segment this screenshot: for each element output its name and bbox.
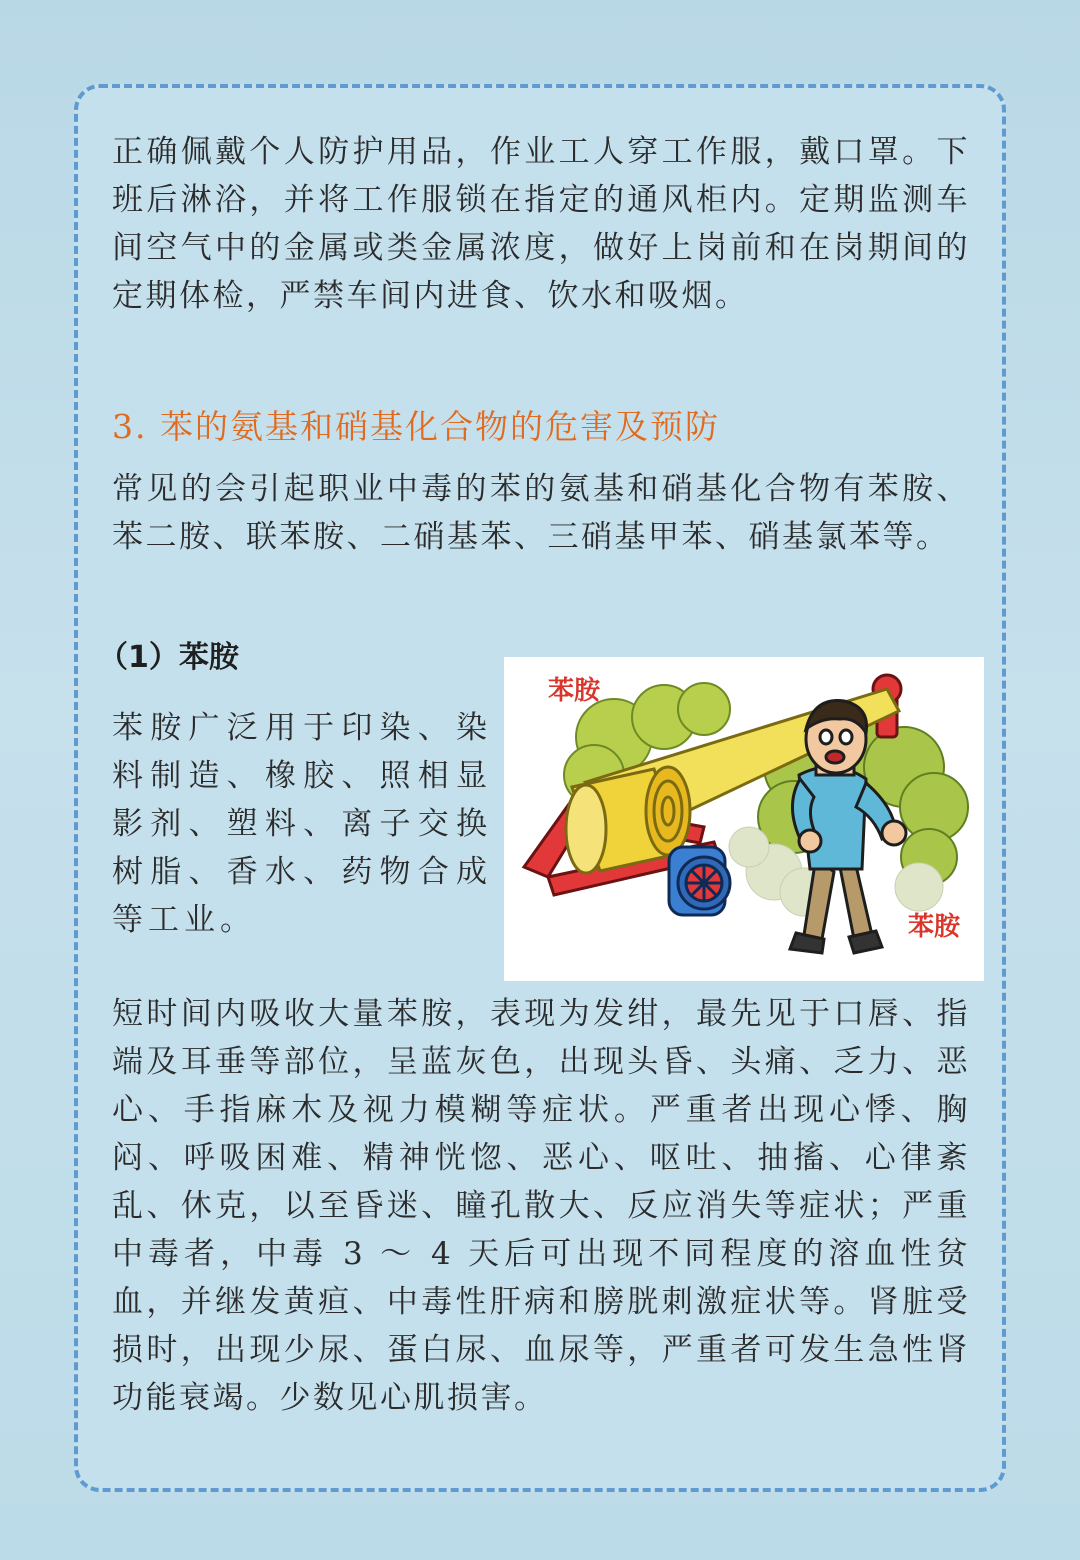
subsection-heading: （1）苯胺 xyxy=(98,640,239,675)
aniline-illustration xyxy=(504,657,984,981)
aniline-cartoon-image xyxy=(504,657,984,981)
section-heading: 3. 苯的氨基和硝基化合物的危害及预防 xyxy=(112,407,720,446)
overview-paragraph: 常见的会引起职业中毒的苯的氨基和硝基化合物有苯胺、苯二胺、联苯胺、二硝基苯、三硝基甲苯、硝基氯苯等。 xyxy=(112,471,970,555)
intro-paragraph: 正确佩戴个人防护用品，作业工人穿工作服，戴口罩。下班后淋浴，并将工作服锁在指定的通风柜内。定期监测车间空气中的金属或类金属浓度，做好上岗前和在岗期间的定期体检，严禁车间内进食、饮水和吸烟。 xyxy=(112,134,970,314)
aniline-uses-paragraph: 苯胺广泛用于印染、染料制造、橡胶、照相显影剂、塑料、离子交换树脂、香水、药物合成等工业。 xyxy=(112,710,492,938)
illustration-label-top: 苯胺 xyxy=(548,676,601,706)
illustration-label-bottom: 苯胺 xyxy=(908,912,961,942)
aniline-symptoms-paragraph: 短时间内吸收大量苯胺，表现为发绀，最先见于口唇、指端及耳垂等部位，呈蓝灰色，出现头昏、头痛、乏力、恶心、手指麻木及视力模糊等症状。严重者出现心悸、胸闷、呼吸困难、精神恍惚、恶心、呕吐、抽搐、心律紊乱、休克，以至昏迷、瞳孔散大、反应消失等症状；严重中毒者，中毒 3 ～ 4 天后可出现不同程度的溶血性贫血，并继发黄疸、中毒性肝病和膀胱刺激症状等。肾脏受损时，出现少尿、蛋白尿、血尿等，严重者可发生急性肾功能衰竭。少数见心肌损害。 xyxy=(112,996,970,1416)
